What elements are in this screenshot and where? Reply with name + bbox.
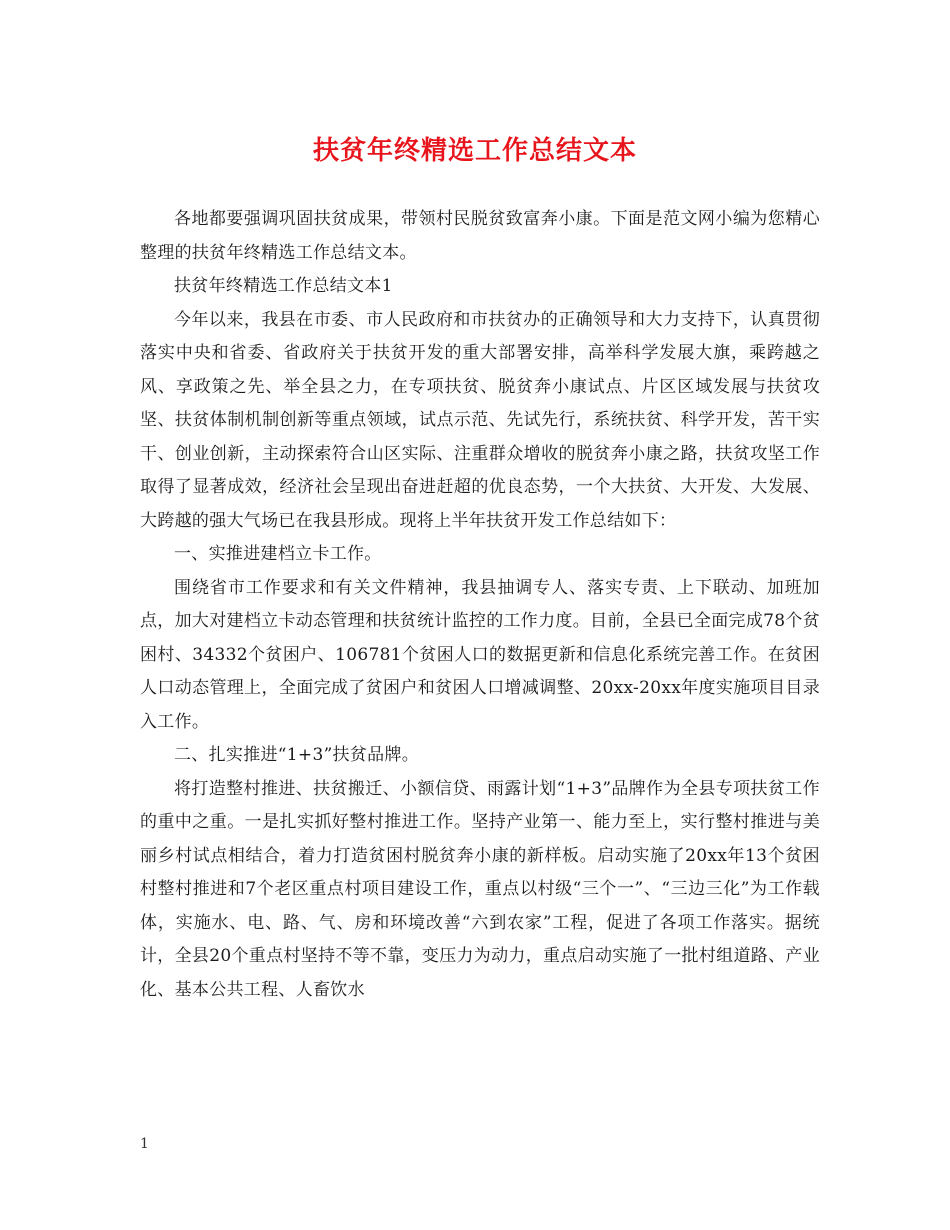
document-body [140, 203, 820, 1007]
document-title: 扶贫年终精选工作总结文本 [312, 136, 637, 166]
intro-paragraph: 各地都要强调巩固扶贫成果，带领村民脱贫致富奔小康。下面是范文网小编为您精心整理的扶贫年终精选工作总结文本。 [140, 209, 820, 263]
summary-paragraph: 今年以来，我县在市委、市人民政府和市扶贫办的正确领导和大力支持下，认真贯彻落实中央和省委、省政府关于扶贫开发的重大部署安排，高举科学发展大旗，乘跨越之风、享政策之先、举全县之力，在专项扶贫、脱贫奔小康试点、片区区域发展与扶贫攻坚、扶贫体制机制创新等重点领域，试点示范、先试先行，系统扶贫、科学开发，苦干实干、创业创新，主动探索符合山区实际、注重群众增收的脱贫奔小康之路，扶贫攻坚工作取得了显著成效，经济社会呈现出奋进赶超的优良态势，一个大扶贫、大开发、大发展、大跨越的强大气场已在我县形成。现将上半年扶贫开发工作总结如下： [140, 309, 820, 531]
section-heading-text-1: 扶贫年终精选工作总结文本1 [174, 276, 393, 296]
section-heading-two: 二、扎实推进“1+3”扶贫品牌。 [174, 745, 420, 765]
section-heading-one: 一、实推进建档立卡工作。 [174, 544, 382, 564]
brand-paragraph: 将打造整村推进、扶贫搬迁、小额信贷、雨露计划“1+3”品牌作为全县专项扶贫工作的重中之重。一是扎实抓好整村推进工作。坚持产业第一、能力至上，实行整村推进与美丽乡村试点相结合，着力打造贫困村脱贫奔小康的新样板。启动实施了20xx年13个贫困村整村推进和7个老区重点村项目建设工作，重点以村级“三个一”、“三边三化”为工作载体，实施水、电、路、气、房和环境改善“六到农家”工程，促进了各项工作落实。据统计，全县20个重点村坚持不等不靠，变压力为动力，重点启动实施了一批村组道路、产业化、基本公共工程、人畜饮水 [140, 778, 820, 1000]
archive-paragraph: 围绕省市工作要求和有关文件精神，我县抽调专人、落实专责、上下联动、加班加点，加大对建档立卡动态管理和扶贫统计监控的工作力度。目前，全县已全面完成78个贫困村、34332个贫困户、106781个贫困人口的数据更新和信息化系统完善工作。在贫困人口动态管理上，全面完成了贫困户和贫困人口增减调整、20xx-20xx年度实施项目目录入工作。 [140, 577, 820, 732]
page-number: 1 [140, 1136, 149, 1152]
